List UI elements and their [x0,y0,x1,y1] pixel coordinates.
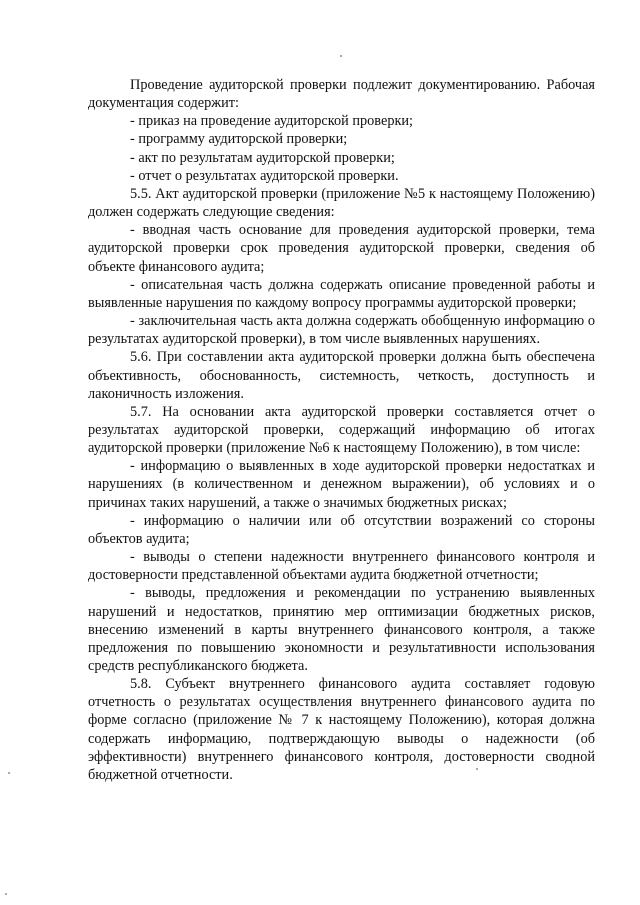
list-item-descriptive-part: - описательная часть должна содержать описание проведенной работы и выявленные нарушения по каждому вопросу программы аудиторской проверки; [88,276,595,311]
list-item-act: - акт по результатам аудиторской проверки; [130,149,395,166]
list-item-intro-part: - вводная часть основание для проведения аудиторской проверки, тема аудиторской проверки срок проведения аудиторской проверки, сведения об объекте финансового аудита; [88,222,595,275]
paragraph-5-5: 5.5. Акт аудиторской проверки (приложение №5 к настоящему Положению) должен содержать следующие сведения: [88,185,595,221]
list-item-program: - программу аудиторской проверки; [130,131,348,148]
list-item-report: - отчет о результатах аудиторской проверки. [130,167,399,184]
document-body [88,76,595,784]
list-item-recommendations: - выводы, предложения и рекомендации по устранению выявленных нарушений и недостатков, принятию мер оптимизации бюджетных рисков, внесению изменений в карты внутреннего финансового контроля, а также предложения по повышению экономности и результативности использования средств республиканского бюджета. [88,585,595,674]
list-item-objections: - информацию о наличии или об отсутствии возражений со стороны объектов аудита; [88,512,595,547]
scan-speck [8,772,10,774]
scan-speck [476,768,478,770]
paragraph-text: Проведение аудиторской проверки подлежит документированию. Рабочая документация содержит: [88,77,595,112]
list-item-reliability-conclusions: - выводы о степени надежности внутреннего финансового контроля и достоверности представленной объектами аудита бюджетной отчетности; [88,549,595,584]
list-item-order: - приказ на проведение аудиторской проверки; [130,113,414,130]
scan-speck [340,55,342,57]
list-item-identified-violations: - информацию о выявленных в ходе аудиторской проверки недостатках и нарушениях (в количественном и денежном выражении), об условиях и о причинах таких нарушений, а также о значимых бюджетных рисках; [88,458,595,511]
list-item-final-part: - заключительная часть акта должна содержать обобщенную информацию о результатах аудиторской проверки), в том числе выявленных нарушениях. [88,313,595,348]
paragraph-5-8: 5.8. Субъект внутреннего финансового аудита составляет годовую отчетность о результатах осуществления внутреннего финансового аудита по форме согласно (приложение № 7 к настоящему Положению), которая должна содержать информацию, подтверждающую выводы о надежности (об эффективности) внутреннего финансового контроля, достоверности сводной бюджетной отчетности. [88,676,595,783]
paragraph-5-6: 5.6. При составлении акта аудиторской проверки должна быть обеспечена объективность, обоснованность, системность, четкость, доступность и лаконичность изложения. [88,349,595,402]
paragraph-5-7: 5.7. На основании акта аудиторской проверки составляется отчет о результатах аудиторской проверки, содержащий информацию об итогах аудиторской проверки (приложение №6 к настоящему Положению), в том числе: [88,403,595,457]
scan-speck [5,893,7,895]
paragraph-documentation-intro [88,76,595,112]
